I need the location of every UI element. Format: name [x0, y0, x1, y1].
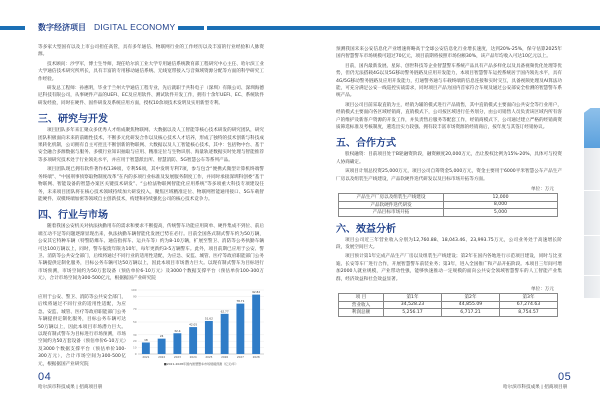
table-cell: 产品目标市场开拓: [339, 209, 444, 217]
bar: [173, 333, 181, 354]
side-tab-active-segment: [584, 108, 600, 148]
table-row: [339, 309, 558, 317]
table-header-row: [339, 294, 558, 302]
section-title-market: 四、行业与市场: [38, 210, 108, 222]
intro-paragraph: 技术顾问：沙学军，博士生导师，现任哈尔滨工业大学专用通信系统教育部工程研究中心主任、哈尔滨工业大学通信技术研究所所长，具有丰富的专用移动通信系统、无线宽带接入与音频域资源分配等方面的科学研究工作经验。: [38, 61, 264, 82]
table-cell: 8,754.57: [500, 309, 558, 317]
bar: [252, 295, 260, 354]
header-title: [38, 22, 175, 33]
header-bar-decoration: [300, 26, 600, 30]
investment-table: [338, 193, 558, 217]
table-row: [339, 201, 558, 209]
bar-value-label: 78.71: [236, 299, 245, 304]
bar: [236, 304, 244, 354]
table-cell: 5,256.17: [384, 309, 442, 317]
bar: [189, 327, 197, 354]
table-cell: 产品生产厂房以及组装生产线建设: [339, 194, 444, 202]
table-cell: 12,000: [444, 194, 558, 202]
bar: [158, 339, 166, 354]
bar-chart-svg: [128, 284, 268, 370]
side-chapter-tab: [584, 100, 600, 300]
sales-paragraph: 项目公司目前采取直销为主，经销为辅的模式进行产品销售，其中直销模式主要面向公共安全等行业用户，经销模式主要面向各区域经销商，直销模式下，公司按区域进行任务划分，由公司销售人员负责该区域内所有客户的维护及新客户资源的开发工作，并负责售后服务等配套工作，经销商模式下，公司通过建立严格的经销商资质筛选标准及考核制度，遴选出实力较强、拥有较丰富市场资源的经销商后，按年度与其签订经销协议。: [336, 102, 562, 131]
research-paragraph: 项目团队现已拥有软件著作权139项，专利56项，其中发明专利7项，参与包含“便携式微型计算机终端警务终端”、“中国刑事侦察取物制度改革”在内的多项行业标准及发展服务制度工作，并同时承接深圳科创委“基于物联网、智能设备的智慧办案区关键技术研发”、“公检法物联网智能化应用系统”等多项重大科技专项建设任务，未来项目团队将在核心技术领域持续加大研发投入，聚焦区域精准定位、物联网智能通用接口、5G车载智能硬件、双模终端加密等领域自主创新技术，构建和持续强化公司的核心技术竞争力。: [38, 167, 264, 202]
y-tick-label: 90: [132, 294, 137, 299]
research-paragraph: 项目团队多年来汇聚众多优秀人才组成聚焦物联网、大数据以及人工智能等核心技术研发的研究团队，研究团队积极面向未来的前瞻性技术，不断多元化研发合作以及核心技术人才培养，形成了独特的技术创新与科技成果转化机制，公司拥有自主可控且不断创新的物联网、大数据以及人工智能核心技术，其中：包括物中台、基于安全融合多源数据与服务、多模行业知识抽取与应用、精准定位与生物识别、海量轨迹数据实时处理与智能推荐等多项研究技术处于行业领先水平，并应用于智慧派出所、智慧消防、5G智慧公车等系列产品。: [38, 128, 264, 163]
y-tick-label: 30: [132, 332, 137, 337]
right-page: [300, 0, 600, 409]
table-cell: 34,528.23: [384, 301, 442, 309]
side-tab-divider: [584, 235, 600, 236]
x-tick-label: 2024: [189, 355, 197, 359]
bar: [221, 314, 229, 354]
table-row: [339, 301, 558, 309]
x-tick-label: 2021: [142, 355, 150, 359]
x-tick-label: 2028: [252, 355, 260, 359]
page-number: 04: [38, 371, 52, 383]
y-tick-label: 70: [132, 307, 137, 312]
header-bar-decoration: [0, 26, 25, 30]
benefit-paragraph: 项目公司近三年营业收入分别为12,760.88、18,043.46、23,993.75万元，公司业务处于高速增长阶段，发展空间巨大。: [336, 237, 562, 250]
table-cell: 5,000: [444, 209, 558, 217]
bar-value-label: 92.82: [252, 290, 261, 295]
bar-value-label: 62.77: [220, 309, 229, 314]
market-paragraph: 预测我国未来公安信息化产业增速将略高于全球公安信息化行业增长速度，达到20%-25%，保守估算2025年国内智慧警车市场规模可超过70亿元，项目前期将按照市场份额30%，该产品年均收入可达10亿元以上。: [336, 47, 562, 60]
market-size-chart: [128, 284, 268, 370]
x-tick-label: 2025: [205, 355, 213, 359]
table-cell: 67,274.63: [500, 301, 558, 309]
table-header-cell: 项 目: [339, 294, 384, 302]
bar: [205, 321, 213, 354]
bar-value-label: 32.4: [174, 328, 181, 333]
table-cell: 44,855.09: [442, 301, 500, 309]
cooperation-paragraph: 该项目计划总投资25,000万元，项目公司自筹资金5,000万元，资金主要用于6000平米智慧公车产品生产厂房以及组装生产线建设，产品软硬件迭代研发以及目标市场开拓等方面。: [336, 169, 562, 182]
header-bar-decoration: [207, 26, 300, 30]
x-tick-label: 2026: [221, 355, 229, 359]
market-paragraph-continued: [38, 294, 126, 367]
side-tab-divider: [584, 190, 600, 191]
section-title-cooperation: 五、合作方式: [336, 138, 396, 150]
table-header-cell: 第1年: [384, 294, 442, 302]
bar-value-label: 18: [144, 337, 148, 342]
right-page-content: [336, 46, 562, 317]
table-header-cell: 第2年: [442, 294, 500, 302]
intro-paragraph: 等多家大型国有以及上市公司担任高管，具有多年通信、物联网行业的工作经历以及丰富的行业经验和人脉资源。: [38, 45, 264, 58]
table-cell: 8,000: [444, 201, 558, 209]
y-tick-label: 20: [132, 339, 137, 344]
competition-paragraph: 目前，国内最新发展、星际、创世科技等企业智慧警车系统产品具有产品多样化以及具备视频优化处理等优势，但仍无法搭载4G以及5G移动警务链路及应用开发能力，本项目智慧警车运控系统居于国内领先水平，具有4G/5G移动警务链路及应用开发能力，打通警务通与车载终端的信息连接和实时交互，具备视频处理及AI算法功能，可充分满足公安一线巡控实战需求，同时项目产品为国内首家符合车规及通过公安部安全检测的智慧警车系统产品。: [336, 63, 562, 99]
intro-paragraph: 研发总工程师：孙惠明，毕业于兰州大学通信工程专业，先后就职于共科电子（深圳）有限公司、深圳海德尼科技有限公司，从事硬件产品的UEFI、EC及应用软件、测试软件开发工作，拥有十余年UEFI、EC、系统软件研发经验，同时在硬件、固件研发及系统应用方面，授权10余项技术发明及实用新型专利。: [38, 86, 264, 106]
header-title-cn: 数字经济项目: [38, 23, 86, 32]
section-title-benefit: 六、效益分析: [336, 223, 396, 235]
table-cell: 利润总额: [339, 309, 384, 317]
table-unit-label: 单位：万元: [531, 287, 554, 293]
left-page-content: [38, 44, 264, 282]
benefit-paragraph: 项目预计第1年完成产品生产厂房以及组装生产线建设；第2年在国内各地进行示范项目建设，同时与比亚迪、长安等车厂进行合作，开展智慧警车前装业务；第3年，进入全国推广和产品开拓阶段。本项目三年间可增加2000人就业规模，产业带动性强，能够快速推动一定规模的面向公共安全领域智慧警车的人工智能产业集群，经济效益和社会效益显著。: [336, 254, 562, 282]
table-unit-label: 单位：万元: [531, 187, 554, 193]
cooperation-paragraph: 股权融资：目前项目处于B轮融资阶段，融资额度20,000万元，出让股权比例为15%-20%，具体可与投资人协商确定。: [336, 152, 562, 165]
page-footer: 哈尔滨市科技成果 | 招商项目册: [38, 385, 103, 390]
side-tab-inactive-segment: [584, 148, 600, 298]
bar-value-label: 51.62: [204, 316, 213, 321]
table-row: [339, 209, 558, 217]
y-tick-label: 50: [132, 320, 137, 324]
y-tick-label: 100: [131, 288, 137, 292]
bar-value-label: 42.05: [189, 322, 198, 327]
table-cell: 6,717.21: [442, 309, 500, 317]
table-cell: 产品软硬件迭代研发: [339, 201, 444, 209]
table-header-cell: 第3年: [500, 294, 558, 302]
bar: [142, 342, 150, 354]
table-cell: 营业收入: [339, 301, 384, 309]
market-paragraph-side: 应用于公安、警卫、消防等公共安全部门，后续将通过不同行业的适用性适配，为应急、安监、城管、医疗等政府职能部门公务车辆提供定制化服务，目标公务车辆可达50万辆以上，因此本项目市场潜力巨大。以现有制式警车为目标进行市场预测，市场空间约为50万套设备（预估单价6-10万元）及3000个数据支撑平台（预估单价100-300万元），合计市场空间为300-500亿元，根据据国产业研究院: [38, 295, 126, 367]
y-tick-label: 0: [134, 352, 137, 356]
page-number: 05: [558, 371, 572, 383]
header-title-en: DIGITAL ECONOMY: [94, 22, 176, 32]
y-tick-label: 10: [132, 345, 137, 350]
chart-caption: ■2021-2028年国内智慧警车市场规模预测（亿元/年）: [163, 362, 239, 366]
x-tick-label: 2022: [158, 355, 166, 359]
table-row: [339, 194, 558, 202]
side-tab-divider: [584, 275, 600, 276]
x-tick-label: 2023: [173, 355, 181, 359]
bar-value-label: 24: [159, 334, 164, 339]
market-paragraph: 随着我国公安机关对执法执勤用车的需求和要求不断提高，传统警车功能应用简单、硬件集成不到位、前后端互动不足等问题逐渐显现出来，执法执勤车辆智能化发展已势在必行。目前全国各式制式警车约为50万辆，公安其它特种车辆（特警防爆车、通信指挥车、运兵车等）约为8-10万辆，扩展至警卫、消防等公务执勤车辆可达100万辆以上，同时，警车报废年限为10年，每年更新约3-5万辆警车。此外，项目前期已应用于公安、警卫、消防等公共安全部门，后续将通过不同行业的适用性适配，为应急、安监、城管、医疗等政府职能部门公务车辆提供定制化服务，目标公务车辆可达50万辆以上，因此本项目市场潜力巨大。以现有制式警车为目标进行市场预测，市场空间约为50万套设备（预估单价6-10万元）及3000个数据支撑平台（预估单价100-300万元），合计市场空间为300-500亿元，根据据国产业研究院: [38, 224, 264, 282]
page-footer: 哈尔滨市科技成果 | 招商项目册: [503, 385, 568, 390]
x-tick-label: 2027: [236, 355, 244, 359]
section-title-research: 三、研究与开发: [38, 114, 108, 126]
benefit-table: [338, 293, 558, 317]
header-bar-decoration: [178, 26, 204, 30]
